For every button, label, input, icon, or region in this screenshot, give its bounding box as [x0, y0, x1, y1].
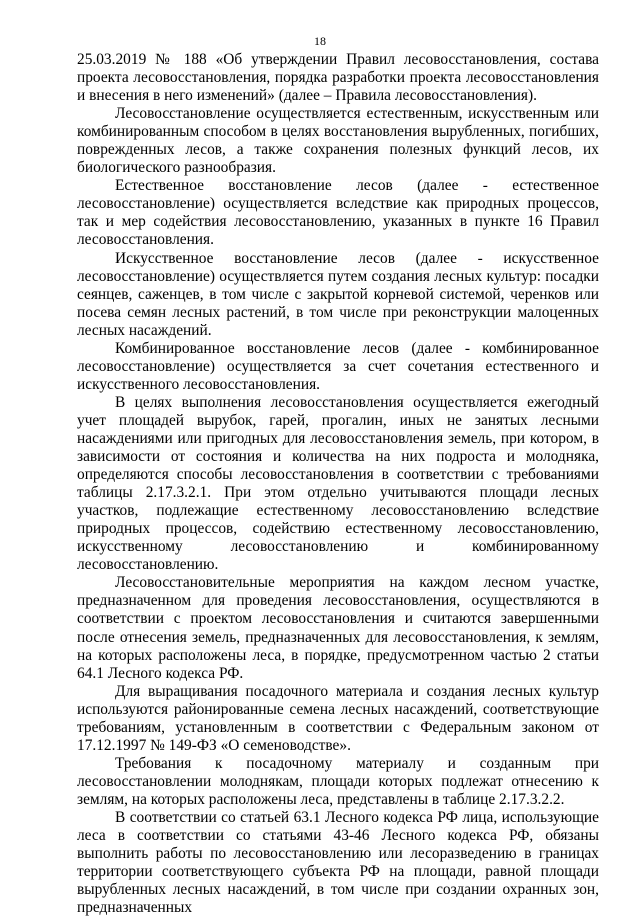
paragraph: Для выращивания посадочного материала и создания лесных культур используются районированные семена лесных насаждений, соответствующие требованиям, установленным в соответствии с Федеральным законом от 17.12.1997 № 149-ФЗ «О семеноводстве». — [77, 682, 599, 754]
paragraph: Требования к посадочному материалу и созданным при лесовосстановлении молоднякам, площади которых подлежат отнесению к землям, на которых расположены леса, представлены в таблице 2.17.3.2.2. — [77, 754, 599, 808]
document-body — [77, 51, 599, 917]
page-number: 18 — [314, 34, 326, 48]
paragraph: В соответствии со статьей 63.1 Лесного кодекса РФ лица, использующие леса в соответствии со статьями 43-46 Лесного кодекса РФ, обязаны выполнить работы по лесовосстановлению или лесоразведению в границах территории соответствующего субъекта РФ на площади, равной площади вырубленных лесных насаждений, в том числе при создании охранных зон, предназначенных — [77, 808, 599, 917]
paragraph: Лесовосстановление осуществляется естественным, искусственным или комбинированным способом в целях восстановления вырубленных, погибших, поврежденных лесов, а также сохранения полезных функций лесов, их биологического разнообразия. — [77, 105, 599, 177]
paragraph: Естественное восстановление лесов (далее - естественное лесовосстановление) осуществляется вследствие как природных процессов, так и мер содействия лесовосстановлению, указанных в пункте 16 Правил лесовосстановления. — [77, 177, 599, 249]
paragraph: В целях выполнения лесовосстановления осуществляется ежегодный учет площадей вырубок, гарей, прогалин, иных не занятых лесными насаждениями или пригодных для лесовосстановления земель, при котором, в зависимости от состояния и количества на них подроста и молодняка, определяются способы лесовосстановления в соответствии с требованиями таблицы 2.17.3.2.1. При этом отдельно учитываются площади лесных участков, подлежащие естественному лесовосстановлению вследствие природных процессов, содействию естественному лесовосстановлению, искусственному лесовосстановлению и комбинированному лесовосстановлению. — [77, 393, 599, 574]
paragraph: Лесовосстановительные мероприятия на каждом лесном участке, предназначенном для проведения лесовосстановления, осуществляются в соответствии с проектом лесовосстановления и считаются завершенными после отнесения земель, предназначенных для лесовосстановления, к землям, на которых расположены леса, в порядке, предусмотренном частью 2 статьи 64.1 Лесного кодекса РФ. — [77, 574, 599, 682]
paragraph-continuation: 25.03.2019 № 188 «Об утверждении Правил лесовосстановления, состава проекта лесовосстановления, порядка разработки проекта лесовосстановления и внесения в него изменений» (далее – Правила лесовосстановления). — [77, 51, 599, 105]
paragraph: Искусственное восстановление лесов (далее - искусственное лесовосстановление) осуществляется путем создания лесных культур: посадки сеянцев, саженцев, в том числе с закрытой корневой системой, черенков или посева семян лесных растений, в том числе при реконструкции малоценных лесных насаждений. — [77, 249, 599, 339]
paragraph: Комбинированное восстановление лесов (далее - комбинированное лесовосстановление) осуществляется за счет сочетания естественного и искусственного лесовосстановления. — [77, 339, 599, 393]
